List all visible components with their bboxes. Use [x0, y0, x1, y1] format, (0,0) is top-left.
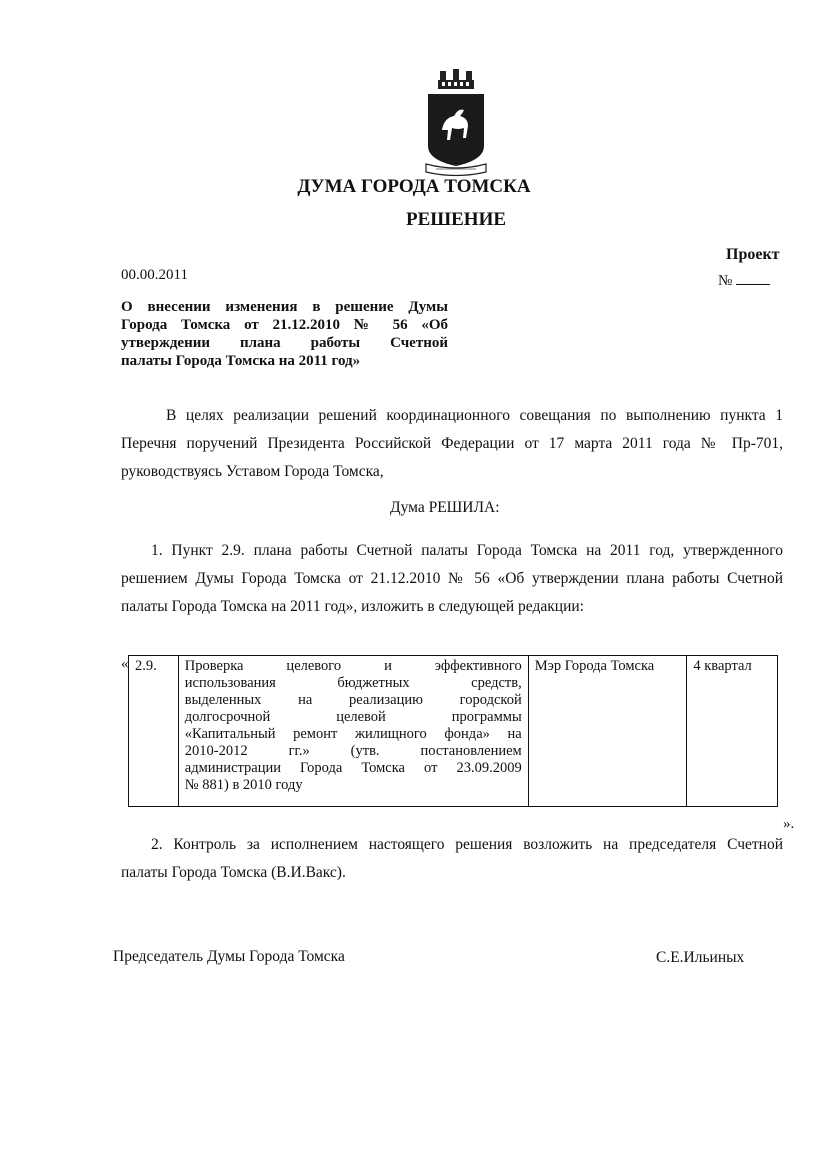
description-line: выделенных на реализацию городской — [184, 692, 522, 708]
paragraph-line: В целях реализации решений координационного совещания по выполнению пункта 1 — [166, 407, 783, 424]
description-line: администрации Города Томска от 23.09.2009 — [184, 760, 522, 776]
number-label: № — [718, 273, 733, 289]
signatory-title: Председатель Думы Города Томска — [113, 948, 345, 965]
subject-line: утверждении плана работы Счетной — [121, 335, 448, 351]
period-cell: 4 квартал — [687, 656, 778, 807]
document-subject — [121, 298, 448, 370]
description-line: 2010-2012 гг.» (утв. постановлением — [184, 743, 522, 759]
subject-line: О внесении изменения в решение Думы — [121, 299, 448, 315]
organization-title: ДУМА ГОРОДА ТОМСКА — [297, 176, 531, 197]
number-blank — [736, 272, 770, 285]
amendment-table — [128, 655, 778, 807]
point-1-paragraph — [121, 537, 783, 621]
table-row — [129, 656, 778, 807]
document-number — [718, 272, 770, 290]
description-line: долгосрочной целевой программы — [184, 709, 522, 725]
paragraph-line: руководствуясь Уставом Города Томска, — [121, 463, 384, 480]
paragraph-line: палаты Города Томска на 2011 год», изложить в следующей редакции: — [121, 598, 584, 615]
opening-quote: « — [121, 656, 129, 672]
paragraph-line: 2. Контроль за исполнением настоящего решения возложить на председателя Счетной — [151, 836, 783, 853]
description-line: «Капитальный ремонт жилищного фонда» на — [184, 726, 522, 742]
city-coat-of-arms-icon — [422, 68, 490, 180]
draft-label: Проект — [726, 246, 780, 263]
description-cell — [178, 656, 528, 807]
signatory-name: С.Е.Ильиных — [656, 949, 745, 966]
paragraph-line: палаты Города Томска (В.И.Вакс). — [121, 864, 346, 881]
description-line: № 881) в 2010 году — [184, 777, 303, 793]
initiator-cell: Мэр Города Томска — [528, 656, 687, 807]
document-date: 00.00.2011 — [121, 267, 188, 283]
paragraph-line: Перечня поручений Президента Российской Федерации от 17 марта 2011 года № Пр-701, — [121, 435, 783, 452]
paragraph-line: решением Думы Города Томска от 21.12.2010 № 56 «Об утверждении плана работы Счетной — [121, 570, 783, 587]
description-line: Проверка целевого и эффективного — [184, 658, 522, 674]
preamble-paragraph — [121, 402, 783, 486]
item-number-cell: 2.9. — [129, 656, 179, 807]
document-type: РЕШЕНИЕ — [405, 209, 507, 230]
resolution-heading: Дума РЕШИЛА: — [390, 499, 500, 516]
subject-line: Города Томска от 21.12.2010 № 56 «Об — [121, 317, 448, 333]
point-2-paragraph — [121, 831, 783, 887]
description-line: использования бюджетных средств, — [184, 675, 522, 691]
closing-quote: ». — [783, 816, 795, 832]
paragraph-line: 1. Пункт 2.9. плана работы Счетной палаты Города Томска на 2011 год, утвержденного — [151, 542, 783, 559]
subject-line: палаты Города Томска на 2011 год» — [121, 353, 361, 369]
